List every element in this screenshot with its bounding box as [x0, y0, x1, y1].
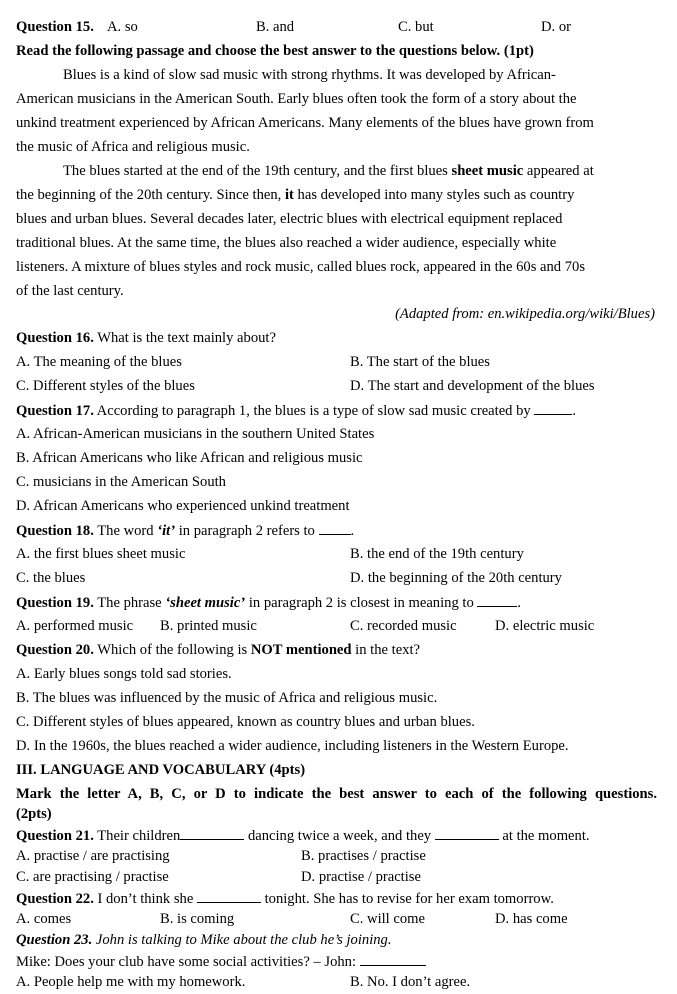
answer-blank	[477, 593, 517, 607]
passage-p2-line3: blues and urban blues. Several decades later, electric blues with electrical equipment replaced	[16, 211, 563, 227]
option-d: D. African Americans who experienced unkind treatment	[16, 498, 350, 514]
option-a: A. The meaning of the blues	[16, 354, 182, 370]
q22-stem: Question 22. I don’t think she tonight. She has to revise for her exam tomorrow.	[16, 891, 554, 907]
question-label: Question 19.	[16, 595, 94, 611]
option-a: A. the first blues sheet music	[16, 546, 186, 562]
q17-stem: Question 17. According to paragraph 1, the blues is a type of slow sad music created by .	[16, 403, 577, 419]
option-d: D. electric music	[495, 618, 595, 634]
passage-p1-line4: the music of Africa and religious music.	[16, 139, 250, 155]
option-c: C. will come	[350, 911, 425, 927]
passage-source: (Adapted from: en.wikipedia.org/wiki/Blues)	[395, 306, 655, 322]
passage-p1-line1: Blues is a kind of slow sad music with strong rhythms. It was developed by African-	[63, 67, 556, 83]
passage-p2-line6: of the last century.	[16, 283, 124, 299]
option-b: B. the end of the 19th century	[350, 546, 524, 562]
option-d: D. practise / practise	[301, 869, 421, 885]
option-b: B. printed music	[160, 618, 257, 634]
section-heading: III. LANGUAGE AND VOCABULARY (4pts)	[16, 762, 306, 778]
question-label: Question 17.	[16, 403, 94, 419]
keyword-it: it	[284, 187, 294, 203]
phrase-sheet-music: ‘sheet music’	[165, 595, 246, 611]
option-d: D. or	[541, 19, 571, 35]
option-a: A. practise / are practising	[16, 848, 170, 864]
option-b: B. African Americans who like African and religious music	[16, 450, 363, 466]
question-label: Question 15.	[16, 19, 94, 35]
passage-p2-line5: listeners. A mixture of blues styles and rock music, called blues rock, appeared in the 60s and 70s	[16, 259, 586, 275]
option-a: A. Early blues songs told sad stories.	[16, 666, 232, 682]
option-b: B. practises / practise	[301, 848, 426, 864]
option-a: A. comes	[16, 911, 72, 927]
option-c: C. Different styles of blues appeared, known as country blues and urban blues.	[16, 714, 475, 730]
option-c: C. the blues	[16, 570, 86, 586]
passage-p2-line4: traditional blues. At the same time, the blues also reached a wider audience, especially white	[16, 235, 557, 251]
q18-stem: Question 18. The word ‘it’ in paragraph 2 refers to .	[16, 523, 355, 539]
option-a: A. performed music	[16, 618, 134, 634]
reading-instruction: Read the following passage and choose the best answer to the questions below. (1pt)	[16, 43, 534, 59]
option-c: C. recorded music	[350, 618, 457, 634]
question-label: Question 21.	[16, 828, 94, 844]
option-b: B. is coming	[160, 911, 235, 927]
option-c: C. musicians in the American South	[16, 474, 226, 490]
answer-blank	[319, 521, 351, 535]
keyword-sheet-music: sheet music	[451, 163, 524, 179]
answer-blank-2	[435, 826, 499, 840]
section-instruction-line2: (2pts)	[16, 806, 52, 822]
q23-stem: Question 23. John is talking to Mike about the club he’s joining.	[16, 932, 392, 948]
section-instruction-line1: Mark the letter A, B, C, or D to indicate the best answer to each of the following questions.	[16, 786, 657, 802]
referent-word: ‘it’	[157, 523, 176, 539]
passage-p1-line2: American musicians in the American South. Early blues often took the form of a story about the	[16, 91, 577, 107]
q16-stem: Question 16. What is the text mainly about?	[16, 330, 276, 346]
option-b: B. and	[256, 19, 295, 35]
question-label: Question 22.	[16, 891, 94, 907]
question-label: Question 20.	[16, 642, 94, 658]
passage-p1-line3: unkind treatment experienced by African Americans. Many elements of the blues have grown from	[16, 115, 594, 131]
option-d: D. In the 1960s, the blues reached a wider audience, including listeners in the Western Europe.	[16, 738, 569, 754]
option-a: A. so	[107, 19, 138, 35]
option-b: B. The blues was influenced by the music of Africa and religious music.	[16, 690, 438, 706]
q20-stem: Question 20. Which of the following is NOT mentioned in the text?	[16, 642, 421, 658]
question-label: Question 23.	[16, 932, 93, 948]
option-d: D. the beginning of the 20th century	[350, 570, 562, 586]
answer-blank-1	[180, 826, 244, 840]
option-b: B. No. I don’t agree.	[350, 974, 471, 990]
passage-p2-line1: The blues started at the end of the 19th century, and the first blues sheet music appeared at	[63, 163, 594, 179]
emphasis-not-mentioned: NOT mentioned	[250, 642, 352, 658]
option-d: D. The start and development of the blues	[350, 378, 595, 394]
option-a: A. People help me with my homework.	[16, 974, 246, 990]
option-b: B. The start of the blues	[350, 354, 490, 370]
q21-stem: Question 21. Their children dancing twice a week, and they at the moment.	[16, 828, 590, 844]
answer-blank	[197, 889, 261, 903]
question-label: Question 16.	[16, 330, 94, 346]
q23-dialog: Mike: Does your club have some social activities? – John:	[16, 952, 677, 971]
question-label: Question 18.	[16, 523, 94, 539]
answer-blank	[534, 401, 572, 415]
option-c: C. are practising / practise	[16, 869, 169, 885]
option-c: C. but	[398, 19, 434, 35]
answer-blank	[360, 952, 426, 966]
option-a: A. African-American musicians in the southern United States	[16, 426, 375, 442]
option-c: C. Different styles of the blues	[16, 378, 195, 394]
q19-stem: Question 19. The phrase ‘sheet music’ in paragraph 2 is closest in meaning to .	[16, 595, 522, 611]
passage-p2-line2: the beginning of the 20th century. Since then, it has developed into many styles such as country	[16, 187, 575, 203]
option-d: D. has come	[495, 911, 568, 927]
